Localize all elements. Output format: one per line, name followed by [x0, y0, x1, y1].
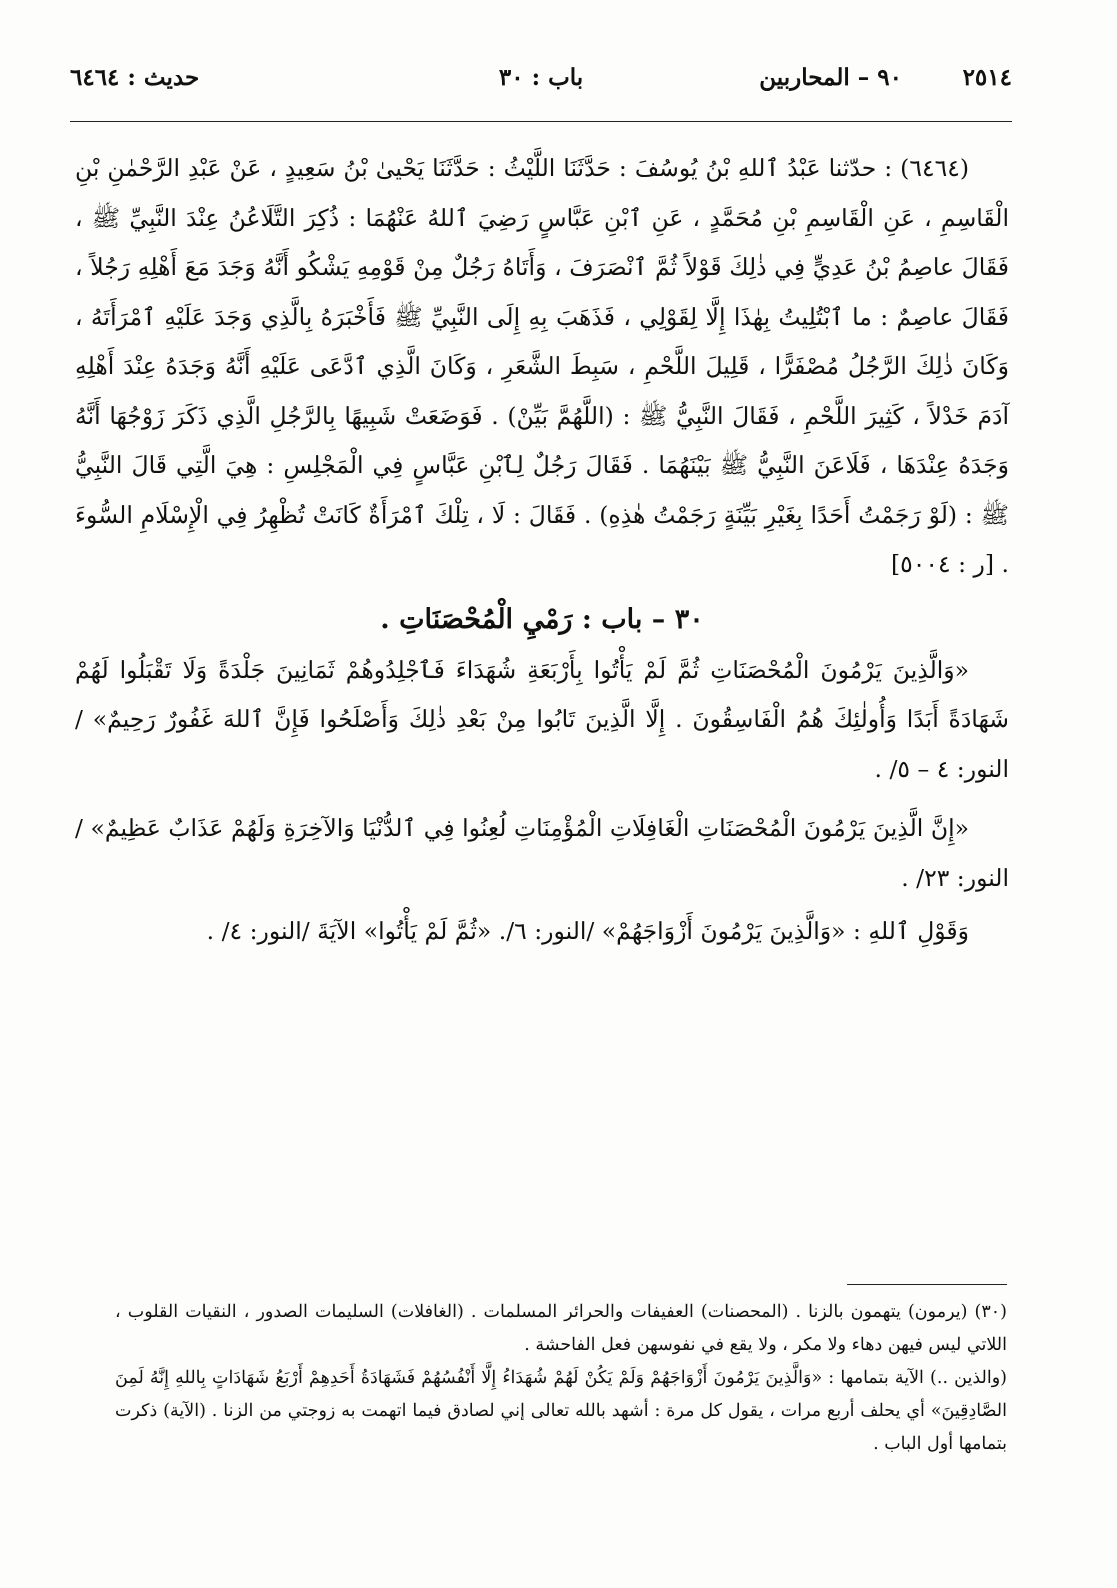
hadith-paragraph: (٦٤٦٤) : حدّثنا عَبْدُ ٱللهِ بْنُ يُوسُفَ : حَدَّثَنَا اللَّيْثُ : حَدَّثَنَا يَحْيىٰ بْنُ سَعِيدٍ ، عَنْ عَبْدِ الرَّحْمٰنِ بْنِ الْقَاسِمِ ، عَنِ الْقَاسِمِ بْنِ مُحَمَّدٍ ، عَنِ ٱبْنِ عَبَّاسٍ رَضِيَ ٱللهُ عَنْهُمَا : ذُكِرَ التَّلَاعُنُ عِنْدَ النَّبِيِّ ﷺ ، فَقَالَ عاصِمُ بْنُ عَدِيٍّ فِي ذٰلِكَ قَوْلاً ثُمَّ ٱنْصَرَفَ ، وَأَتَاهُ رَجُلٌ مِنْ قَوْمِهِ يَشْكُو أَنَّهُ وَجَدَ مَعَ أَهْلِهِ رَجُلاً ، فَقَالَ عاصِمٌ : ما ٱبْتُلِيتُ بِهٰذَا إِلَّا لِقَوْلِي ، فَذَهَبَ بِهِ إِلَى النَّبِيِّ ﷺ فَأَخْبَرَهُ بِالَّذِي وَجَدَ عَلَيْهِ ٱمْرَأَتَهُ ، وَكَانَ ذٰلِكَ الرَّجُلُ مُصْفَرًّا ، قَلِيلَ اللَّحْمِ ، سَبِطَ الشَّعَرِ ، وَكَانَ الَّذِي ٱدَّعَى عَلَيْهِ أَنَّهُ وَجَدَهُ عِنْدَ أَهْلِهِ آدَمَ خَدْلاً ، كَثِيرَ اللَّحْمِ ، فَقَالَ النَّبِيُّ ﷺ : (اللَّهُمَّ بَيِّنْ) . فَوَضَعَتْ شَبِيهًا بِالرَّجُلِ الَّذِي ذَكَرَ زَوْجُهَا أَنَّهُ وَجَدَهُ عِنْدَهَا ، فَلَاعَنَ النَّبِيُّ ﷺ بَيْنَهُمَا . فَقَالَ رَجُلٌ لِٱبْنِ عَبَّاسٍ فِي الْمَجْلِسِ : هِيَ الَّتِي قَالَ النَّبِيُّ ﷺ : (لَوْ رَجَمْتُ أَحَدًا بِغَيْرِ بَيِّنَةٍ رَجَمْتُ هٰذِهِ) . فَقَالَ : لَا ، تِلْكَ ٱمْرَأَةٌ كَانَتْ تُظْهِرُ فِي الْإِسْلَامِ السُّوءَ . [ر : ٥٠٠٤]	[75, 154, 1009, 578]
book-title: ٩٠ – المحاربين	[759, 64, 902, 91]
section-title: ٣٠ – باب : رَمْيِ الْمُحْصَنَاتِ .	[380, 603, 704, 635]
verse-paragraph-3: وَقَوْلِ ٱللهِ : «وَالَّذِينَ يَرْمُونَ أَزْوَاجَهُمْ» /النور: ٦/. «ثُمَّ لَمْ يَأْتُوا» الآيَةَ /النور: ٤/ .	[206, 917, 969, 945]
verse-paragraph-1: «وَالَّذِينَ يَرْمُونَ الْمُحْصَنَاتِ ثُمَّ لَمْ يَأْتُوا بِأَرْبَعَةِ شُهَدَاءَ فَٱجْلِدُوهُمْ ثَمَانِينَ جَلْدَةً وَلَا تَقْبَلُوا لَهُمْ شَهَادَةً أَبَدًا وَأُولٰئِكَ هُمُ الْفَاسِقُونَ . إِلَّا الَّذِينَ تَابُوا مِنْ بَعْدِ ذٰلِكَ وَأَصْلَحُوا فَإِنَّ ٱللهَ غَفُورٌ رَحِيمٌ» /النور: ٤ – ٥/ .	[75, 655, 1009, 783]
page-number: ٢٥١٤	[962, 64, 1012, 91]
running-header	[70, 58, 1012, 98]
footnote-divider	[847, 1284, 1007, 1285]
header-divider	[70, 121, 1012, 122]
main-text	[75, 144, 1009, 957]
footnote-2: (والذين ..) الآية بتمامها : «وَالَّذِينَ يَرْمُونَ أَزْوَاجَهُمْ وَلَمْ يَكُنْ لَهُمْ شُهَدَاءُ إِلَّا أَنْفُسُهُمْ فَشَهَادَةُ أَحَدِهِمْ أَرْبَعُ شَهَادَاتٍ بِاللهِ إِنَّهُ لَمِنَ الصَّادِقِينَ» أي يحلف أربع مرات ، يقول كل مرة : أشهد بالله تعالى إني لصادق فيما اتهمت به زوجتي من الزنا . (الآية) ذكرت بتمامها أول الباب .	[115, 1368, 1007, 1454]
chapter-label: باب : ٣٠	[498, 64, 584, 91]
hadith-number: حديث : ٦٤٦٤	[70, 64, 200, 91]
verse-paragraph-2: «إِنَّ الَّذِينَ يَرْمُونَ الْمُحْصَنَاتِ الْغَافِلَاتِ الْمُؤْمِنَاتِ لُعِنُوا فِي ٱلدُّنْيَا وَالآخِرَةِ وَلَهُمْ عَذَابٌ عَظِيمٌ» /النور: ٢٣/ .	[75, 814, 1009, 892]
footnotes	[115, 1296, 1007, 1461]
footnote-1: (٣٠) (يرمون) يتهمون بالزنا . (المحصنات) العفيفات والحرائر المسلمات . (الغافلات) السليمات الصدور ، النقيات القلوب ، اللاتي ليس فيهن دهاء ولا مكر ، ولا يقع في نفوسهن فعل الفاحشة .	[115, 1302, 1007, 1355]
